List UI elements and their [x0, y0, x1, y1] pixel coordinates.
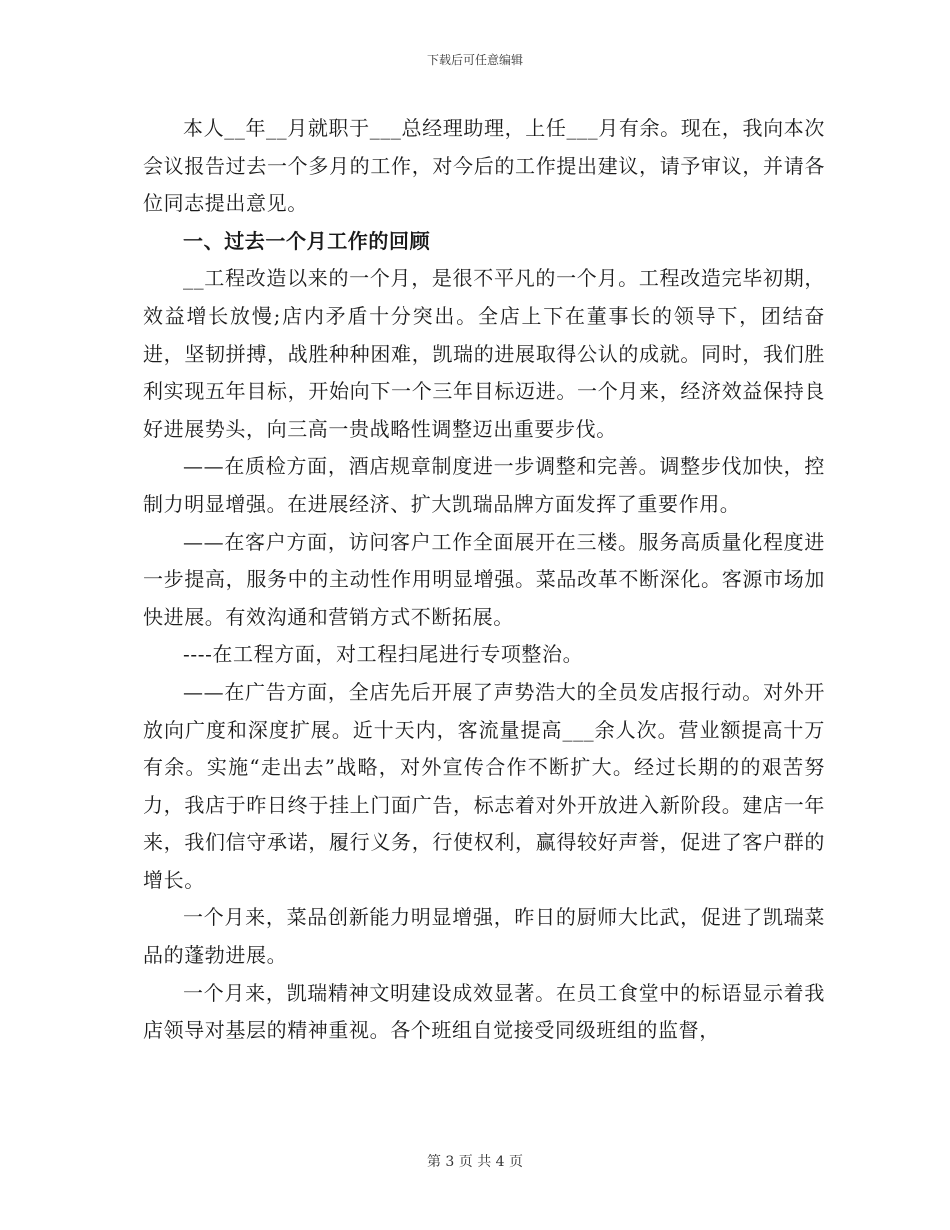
document-body: [143, 110, 825, 1050]
paragraph-engineering: ----在工程方面，对工程扫尾进行专项整治。: [183, 642, 584, 667]
section-heading: 一、过去一个月工作的回顾: [183, 228, 431, 253]
page-footer: 第 3 页 共 4 页: [426, 1154, 524, 1170]
paragraph-advertising: ——在广告方面，全店先后开展了声势浩大的全员发店报行动。对外开放向广度和深度扩展。近十天内，客流量提高___余人次。营业额提高十万有余。实施“走出去”战略，对外宣传合作不断扩大。经过长期的的艰苦努力，我店于昨日终于挂上门面广告，标志着对外开放进入新阶段。建店一年来，我们信守承诺，履行义务，行使权利，赢得较好声誉，促进了客户群的增长。: [143, 679, 825, 892]
paragraph-customer: ——在客户方面，访问客户工作全面展开在三楼。服务高质量化程度进一步提高，服务中的主动性作用明显增强。菜品改革不断深化。客源市场加快进展。有效沟通和营销方式不断拓展。: [143, 529, 825, 629]
paragraph-quality: ——在质检方面，酒店规章制度进一步调整和完善。调整步伐加快，控制力明显增强。在进展经济、扩大凯瑞品牌方面发挥了重要作用。: [143, 454, 825, 516]
page-header: 下载后可任意编辑: [426, 53, 523, 67]
paragraph-dishes: 一个月来，菜品创新能力明显增强，昨日的厨师大比武，促进了凯瑞菜品的蓬勃进展。: [143, 905, 825, 968]
paragraph-intro: 本人__年__月就职于___总经理助理，上任___月有余。现在，我向本次会议报告过去一个多月的工作，对今后的工作提出建议，请予审议，并请各位同志提出意见。: [143, 116, 825, 216]
paragraph-culture: 一个月来，凯瑞精神文明建设成效显著。在员工食堂中的标语显示着我店领导对基层的精神重视。各个班组自觉接受同级班组的监督，: [143, 980, 825, 1043]
paragraph-review: __工程改造以来的一个月，是很不平凡的一个月。工程改造完毕初期，效益增长放慢;店内矛盾十分突出。全店上下在董事长的领导下，团结奋进，坚韧拼搏，战胜种种困难，凯瑞的进展取得公认的成就。同时，我们胜利实现五年目标，开始向下一个三年目标迈进。一个月来，经济效益保持良好进展势头，向三高一贵战略性调整迈出重要步伐。: [143, 266, 825, 441]
